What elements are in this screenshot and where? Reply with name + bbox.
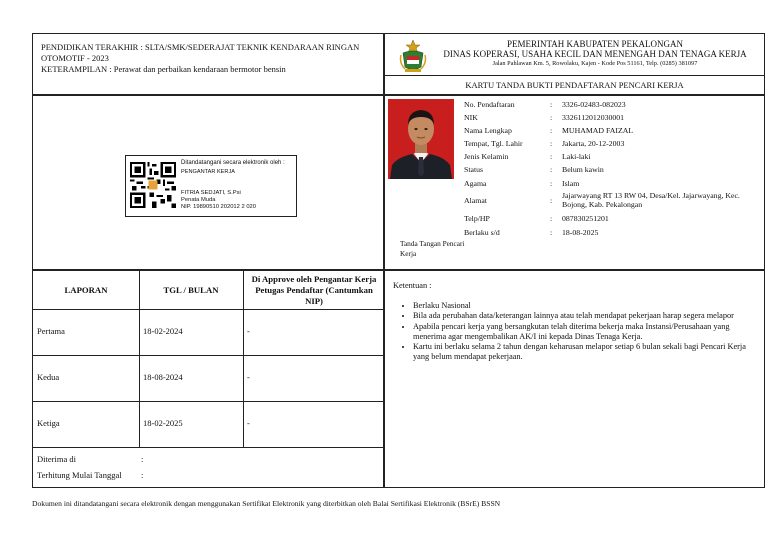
terms-list — [391, 301, 753, 363]
report-row-3-date: 18-02-2025 — [143, 418, 183, 428]
education-text: PENDIDIKAN TERAKHIR : SLTA/SMK/SEDERAJAT TEKNIK KENDARAAN RINGAN OTOMOTIF - 2023 — [41, 42, 360, 63]
terms-item: • Bila ada perubahan data/keterangan lainnya atau telah mendapat pekerjaan harap segera melapor — [413, 311, 753, 321]
report-row-2-name: Kedua — [37, 372, 60, 382]
report-row-2-approval: - — [247, 372, 250, 382]
card-title: KARTU TANDA BUKTI PENDAFTARAN PENCARI KERJA — [465, 80, 684, 90]
received-label: Diterima di — [37, 454, 76, 464]
terms-item: • Berlaku Nasional — [413, 301, 753, 311]
report-table — [32, 270, 384, 488]
signer-rank: Penata Muda — [181, 197, 216, 203]
report-row-3-approval: - — [247, 418, 250, 428]
header-approval: Di Approve oleh Pengantar Kerja Petugas Pendaftar (Cantumkan NIP) — [251, 273, 377, 306]
terms-box — [384, 270, 765, 488]
signer-role: PENGANTAR KERJA — [181, 169, 235, 175]
received-colon: : — [141, 454, 144, 464]
terms-item: • Apabila pencari kerja yang bersangkutan telah diterima bekerja maka Instansi/Perusahaan yang menerima agar mengembalikan AK/I ini kepada Dinas Tenaga Kerja. — [413, 322, 753, 343]
regency-crest-icon — [399, 39, 427, 73]
signer-nip: NIP. 19890510 202012 2 020 — [181, 204, 256, 210]
field-address: Alamat : Jajarwayang RT 13 RW 04, Desa/Kel. Jajarwayang, Kec. Bojong, Kab. Pekalongan — [464, 191, 740, 209]
education-box — [32, 33, 384, 95]
terms-item: • Kartu ini berlaku selama 2 tahun dengan keharusan melapor setiap 6 bulan sekali bagi Pencari Kerja yang belum mendapat pekerjaan. — [413, 342, 753, 363]
applicant-data-area: Tanda Tangan Pencari Kerja No. Pendaftaran : 3326-02483-082023 NIK : 3326112012030001 Nama Lengkap : MUHAMAD FAIZAL Tempat, Tgl. Lahir : Jakarta, 20-12-2003 Jenis Kelamin : Laki-laki Status : Belum kawin Agama : Islam Alamat : Jajarwayang RT 13 RW 04, Desa/Kel. Jajarwayang, Kec. Bojong, Kab. Pekalongan Telp/HP : 087830251201 Berlaku s/d : 18-08-2025 — [384, 95, 765, 270]
report-row-3-name: Ketiga — [37, 418, 60, 428]
applicant-photo — [388, 99, 454, 179]
counted-colon: : — [141, 470, 144, 480]
report-row-1-approval: - — [247, 326, 250, 336]
terms-title: Ketentuan : — [393, 281, 432, 290]
electronic-signature-box — [125, 155, 297, 217]
signature-area — [32, 95, 384, 270]
agency-title: DINAS KOPERASI, USAHA KECIL DAN MENENGAH DAN TENAGA KERJA — [443, 49, 747, 59]
counted-label: Terhitung Mulai Tanggal — [37, 470, 122, 480]
agency-address: Jalan Pahlawan Km. 5, Rowolaku, Kajen - Kode Pos 51161, Telp. (0285) 381097 — [492, 60, 698, 67]
government-title: PEMERINTAH KABUPATEN PEKALONGAN — [507, 39, 683, 49]
report-row-2-date: 18-08-2024 — [143, 372, 183, 382]
header-report: LAPORAN — [64, 284, 108, 295]
skill-text: KETERAMPILAN : Perawat dan perbaikan kendaraan bermotor bensin — [41, 64, 286, 74]
signer-name: FITRIA SEDJATI, S.Psi — [181, 190, 241, 196]
report-row-1-date: 18-02-2024 — [143, 326, 183, 336]
card-title-row — [385, 75, 764, 96]
header-date: TGL / BULAN — [163, 284, 219, 295]
header — [384, 33, 765, 95]
signed-electronically-label: Ditandatangani secara elektronik oleh : — [181, 160, 285, 166]
qr-code-icon — [130, 162, 176, 208]
report-row-1-name: Pertama — [37, 326, 65, 336]
footer-note: Dokumen ini ditandatangani secara elektronik dengan menggunakan Sertifikat Elektronik yang diterbitkan oleh Balai Sertifikasi Elektronik (BSrE) BSSN — [32, 499, 501, 508]
applicant-signature-label: Tanda Tangan Pencari Kerja — [400, 239, 465, 258]
